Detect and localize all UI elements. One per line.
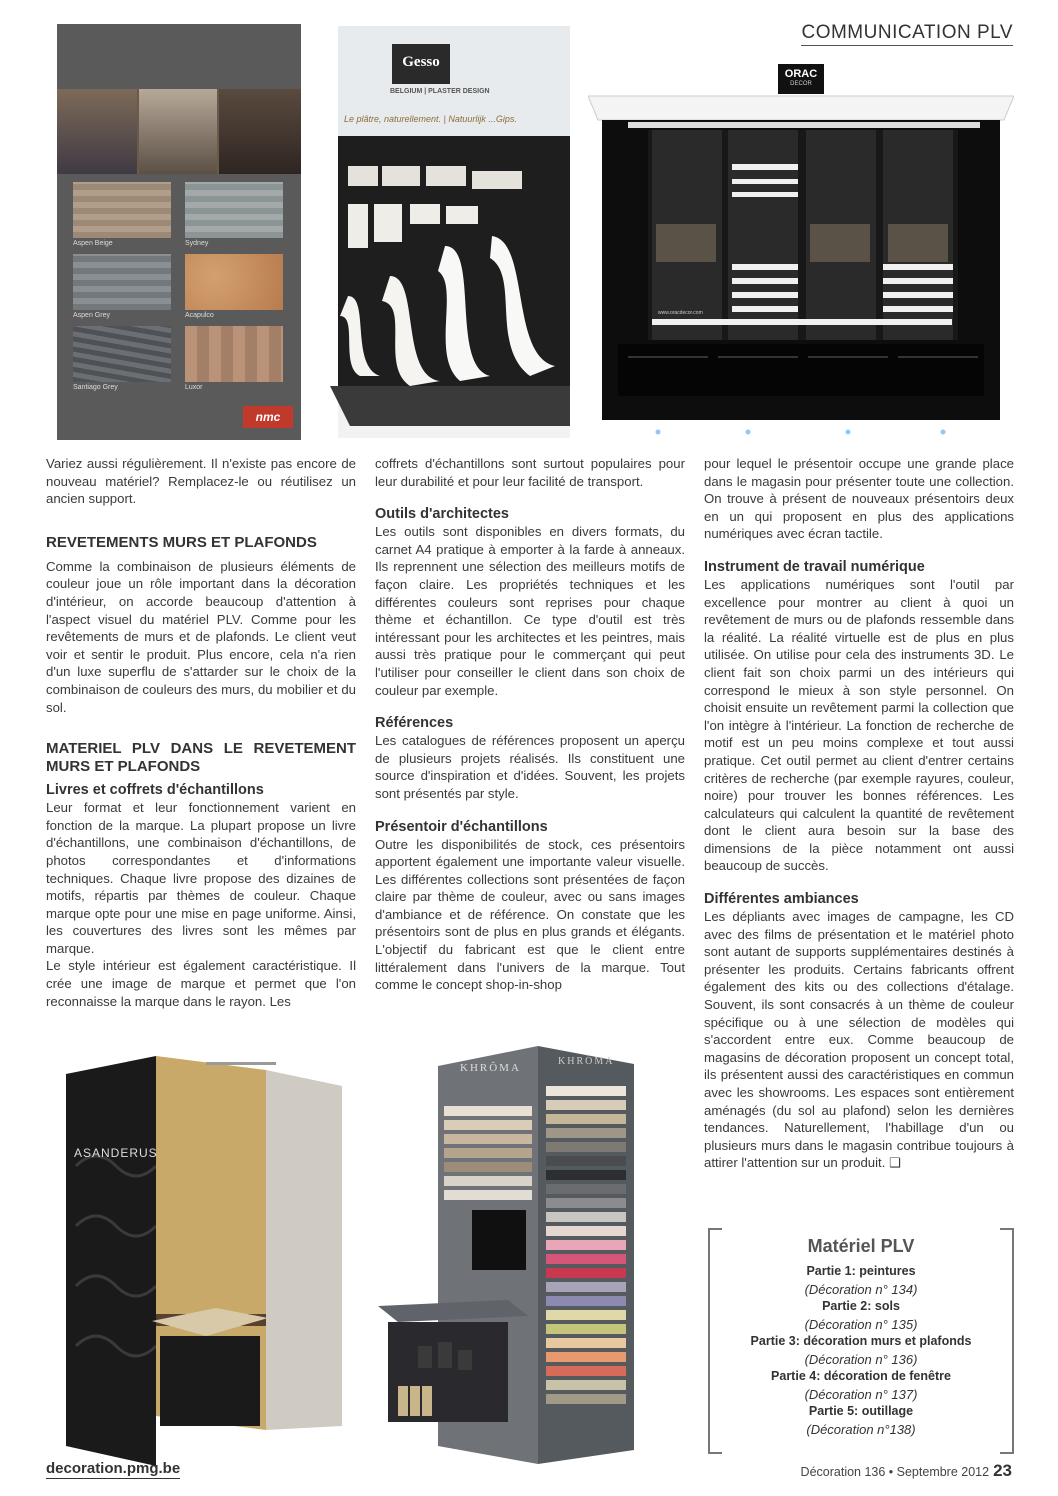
box-title: Matériel PLV <box>807 1236 915 1256</box>
swatch-luxor <box>185 326 283 382</box>
column-2 <box>375 455 685 994</box>
swatch-label: Aspen Beige <box>73 240 113 247</box>
orac-logo-sub: DECOR <box>790 81 812 87</box>
heading-materiel-plv: MATERIEL PLV DANS LE REVETEMENT MURS ET PLAFONDS <box>46 740 356 776</box>
col2-outils-paragraph: Les outils sont disponibles en divers formats, du carnet A4 pratique à emporter à la farde à anneaux. Ils reprennent une sélection des meilleurs motifs de façon claire. Les propriétés techniques et les différentes couleurs sont reprises pour chaque thème et échantillon. Ce type d'outil est très intéressant pour les architectes et les peintres, mais aussi très pratique pour le commerçant qui peut l'utiliser pour conseiller le client dans son choix de couleur par exemple. <box>375 524 685 698</box>
asanderus-display-photo <box>56 1046 354 1466</box>
gesso-tagline: Le plâtre, naturellement. | Natuurlijk ...Gips. <box>344 114 517 124</box>
orac-display-photo <box>588 64 1014 440</box>
box-part-title: Partie 3: décoration murs et plafonds <box>750 1334 972 1348</box>
swatch-label: Santiago Grey <box>73 384 118 391</box>
orac-logo: ORAC <box>784 68 818 80</box>
gesso-display-photo <box>330 26 570 438</box>
swatch-label: Aspen Grey <box>73 312 110 319</box>
col2-references-paragraph: Les catalogues de références proposent un aperçu de plusieurs projets réalisés. Ils constituent une source d'inspiration et d'idées. Souvent, les projets sont présentés par style. <box>375 733 685 801</box>
heading-ambiances: Différentes ambiances <box>704 891 859 908</box>
col2-presentoir-paragraph: Outre les disponibilités de stock, ces présentoirs apportent également une importante valeur visuelle. Les différentes collections sont présentées de façon claire par thème de couleur, avec ou sans images d'ambiance et de référence. On constate que les présentoirs sont de plus en plus grands et élégants. L'objectif du fabricant est que le client entre littéralement dans l'univers de la marque. Tout comme le concept shop-in-shop <box>375 836 685 993</box>
gesso-logo: Gesso <box>402 54 440 70</box>
col1-rev-paragraph: Comme la combinaison de plusieurs éléments de couleur joue un rôle important dans la décoration d'intérieur, on accorde beaucoup d'attention à l'aspect visuel du matériel PLV. Comme pour les revêtements de murs et de plafonds. Le client veut voir et sentir le produit. Plus encore, cela n'a rien d'un luxe superflu de s'attarder sur le choix de la combinaison de couleurs des murs, du mobilier et du sol. <box>46 558 356 715</box>
swatch-label: Luxor <box>185 384 203 391</box>
box-part-ref: (Décoration n° 137) <box>804 1386 918 1402</box>
swatch-aspen-beige <box>73 182 171 238</box>
swatch-label: Sydney <box>185 240 209 247</box>
col3-ambiances-paragraph: Les dépliants avec images de campagne, les CD avec des films de présentation et le matériel photo sont autant de supports supplémentaires destinés à présenter les produits. Certains fabricants offrent également des kits ou des collections d'étalage. Souvent, ils sont consacrés à un thème de couleur spécifique ou à une sélection de modèles qui s'accordent entre eux. Comme beaucoup de magasins de décoration proposent un concept total, ils présentent aussi des caractéristiques en commun avec les showrooms. Les espaces sont entièrement aménagés (du sol au plafond) selon les dernières tendances. Naturellement, l'habillage d'un ou plusieurs murs dans le magasin contribue toujours à attirer l'attention sur un produit. ❑ <box>704 909 1014 1171</box>
nmc-logo-text: nmc <box>255 410 281 424</box>
column-3 <box>704 455 1014 1172</box>
box-part-title: Partie 5: outillage <box>808 1404 914 1418</box>
box-part-ref: (Décoration n°138) <box>806 1421 916 1437</box>
swatch-aspen-grey <box>73 254 171 310</box>
col1-livres-paragraph: Leur format et leur fonctionnement varient en fonction de la marque. La plupart propose un livre d'échantillons, une combinaison d'échantillons, de photos correspondantes et d'informations techniques. Chaque livre propose des dizaines de motifs, répartis par thèmes de couleur. Chaque marque opte pour une mise en page uniforme. Ainsi, les couvertures des livres sont les mêmes par marque. <box>46 800 356 956</box>
swatch-acapulco <box>185 254 283 310</box>
footer-issue <box>801 1461 1012 1481</box>
section-label: COMMUNICATION PLV <box>801 22 1013 46</box>
heading-livres: Livres et coffrets d'échantillons <box>46 782 264 799</box>
heading-outils: Outils d'architectes <box>375 506 509 523</box>
box-part-ref: (Décoration n° 135) <box>804 1316 918 1332</box>
col1-intro: Variez aussi régulièrement. Il n'existe pas encore de nouveau matériel? Remplacez-le ou réutilisez un ancien support. <box>46 456 356 507</box>
catalogue-photo <box>57 24 301 440</box>
swatch-sydney <box>185 182 283 238</box>
box-part-ref: (Décoration n° 134) <box>804 1281 918 1297</box>
heading-presentoir: Présentoir d'échantillons <box>375 818 548 835</box>
footer-issue-text: Décoration 136 • Septembre 2012 <box>800 1465 990 1479</box>
catalogue-header-image <box>57 89 301 174</box>
heading-instrument-numerique: Instrument de travail numérique <box>704 558 925 575</box>
box-part-title: Partie 2: sols <box>822 1299 900 1313</box>
gesso-sub: BELGIUM | PLASTER DESIGN <box>390 88 490 95</box>
heading-references: Références <box>375 715 454 732</box>
series-box <box>708 1228 1014 1450</box>
footer-site-link[interactable]: decoration.pmg.be <box>46 1460 181 1477</box>
box-bracket-left <box>708 1228 722 1454</box>
nmc-logo <box>243 406 293 428</box>
box-part-title: Partie 4: décoration de fenêtre <box>771 1369 951 1383</box>
col2-continued: coffrets d'échantillons sont surtout populaires pour leur durabilité et pour leur facilité de transport. <box>375 456 685 489</box>
swatch-santiago-grey <box>73 326 171 382</box>
box-part-title: Partie 1: peintures <box>806 1264 916 1278</box>
khroma-logo-side: KHRÔMA <box>558 1056 615 1067</box>
orac-web: www.oracdecor.com <box>658 310 703 316</box>
col3-numerique-paragraph: Les applications numériques sont l'outil par excellence pour montrer au client à quoi un revêtement de murs ou de plafonds ressemble dans la réalité. La réalité virtuelle est de plus en plus utilisée. On utilise pour cela des instruments 3D. Le client fait son choix parmi un des intérieurs qui correspond le mieux à son style personnel. On choisit ensuite un revêtement parmi la collection que l'on intègre à l'intérieur. La fonction de recherche de motif est un peu moins complexe et tout aussi pratique. Cet outil permet au client d'entrer certains critères de recherche (par exemple rayures, couleur, noire) pour trouver les bonnes références. Les calculateurs qui calculent la quantité de revêtement dont le client aura besoin sur la base des dimensions de la pièce notamment ont aussi beaucoup de succès. <box>704 576 1014 874</box>
box-bracket-right <box>1000 1228 1014 1454</box>
column-1 <box>46 455 356 1010</box>
box-part-ref: (Décoration n° 136) <box>804 1351 918 1367</box>
asanderus-logo: ASANDERUS <box>74 1146 158 1160</box>
khroma-logo: KHRÔMA <box>460 1062 521 1074</box>
col3-continued: pour lequel le présentoir occupe une grande place dans le magasin pour présenter toute une collection. On trouve à présent de nouveaux présentoirs deux en un qui proposent en plus des applications numériques avec écran tactile. <box>704 456 1014 542</box>
khroma-display-photo <box>378 1046 684 1464</box>
col1-style-paragraph: Le style intérieur est également caractéristique. Il crée une image de marque et permet que l'on reconnaisse la marque dans le rayon. Les <box>46 958 356 1009</box>
swatch-label: Acapulco <box>185 312 214 319</box>
heading-revetements: REVETEMENTS MURS ET PLAFONDS <box>46 533 317 551</box>
page-number: 23 <box>993 1461 1012 1480</box>
